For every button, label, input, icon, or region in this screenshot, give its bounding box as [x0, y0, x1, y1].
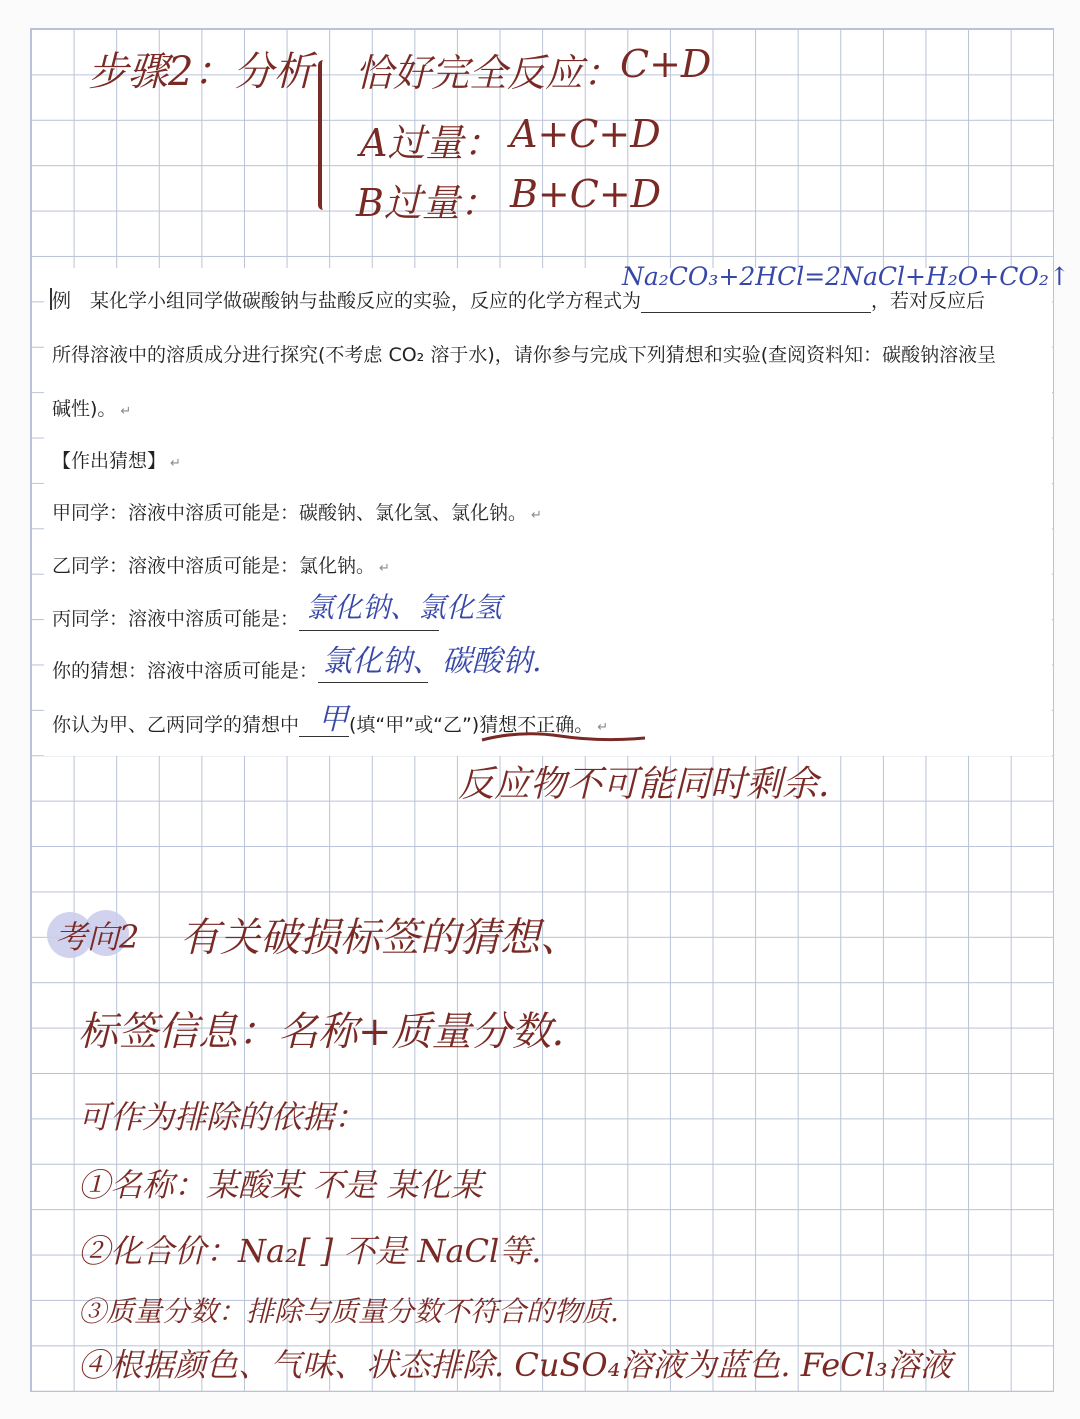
section-head-text: 【作出猜想】	[52, 450, 167, 472]
guess-yours-prefix: 你的猜想：溶液中溶质可能是：	[52, 660, 319, 682]
paragraph-mark: ↵	[531, 508, 542, 523]
basis-item-1: ①名称：某酸某 不是 某化某	[78, 1166, 483, 1204]
exam-point-title: 有关破损标签的猜想、	[180, 915, 580, 961]
case-a-excess-value: A+C+D	[510, 112, 661, 156]
exam-point-label: 考向2	[55, 918, 140, 956]
bing-answer: 氯化钠、氯化氢	[306, 591, 503, 624]
question-prefix: 你认为甲、乙两同学的猜想中	[52, 714, 300, 736]
step-label: 步骤2：分析	[88, 49, 314, 95]
printed-exercise	[44, 268, 1052, 756]
basis-item-3: ③质量分数：排除与质量分数不符合的物质.	[78, 1295, 619, 1328]
problem-line-3	[52, 394, 131, 421]
basis-heading: 可作为排除的依据：	[78, 1098, 367, 1136]
paragraph-mark: ↵	[597, 720, 609, 735]
curly-brace	[318, 60, 328, 210]
case-a-excess-label: A过量：	[360, 121, 502, 165]
guess-jia-text: 甲同学：溶液中溶质可能是：碳酸钠、氯化氢、氯化钠。	[52, 502, 528, 524]
label-info: 标签信息：名称+质量分数.	[78, 1009, 565, 1055]
case-b-excess-value: B+C+D	[510, 172, 662, 216]
guess-bing-prefix: 丙同学：溶液中溶质可能是：	[52, 608, 300, 630]
question-suffix: (填“甲”或“乙”)猜想不正确。	[349, 714, 594, 736]
paragraph-mark: ↵	[120, 404, 132, 419]
guess-yi	[52, 551, 390, 578]
paragraph-mark: ↵	[170, 456, 181, 471]
jia-answer: 甲	[318, 702, 348, 737]
case-exact-value: C+D	[620, 42, 712, 86]
underline-squiggle	[480, 728, 650, 748]
paragraph-mark: ↵	[379, 561, 390, 576]
guess-jia	[52, 498, 542, 525]
problem-line-1-prefix: 例 某化学小组同学做碳酸钠与盐酸反应的实验，反应的化学方程式为	[52, 290, 642, 312]
problem-line-1-suffix: ，若对反应后	[871, 290, 986, 312]
your-answer: 氯化钠、碳酸钠.	[322, 644, 542, 679]
problem-line-2: 所得溶液中的溶质成分进行探究(不考虑 CO₂ 溶于水)，请你参与完成下列猜想和实验(查阅资料知：碳酸钠溶液呈	[52, 344, 997, 366]
reactant-note: 反应物不可能同时剩余.	[458, 764, 830, 805]
equation-blank	[641, 290, 871, 313]
basis-item-4: ④根据颜色、气味、状态排除. CuSO₄溶液为蓝色. FeCl₃溶液	[78, 1346, 952, 1384]
guess-yi-text: 乙同学：溶液中溶质可能是：氯化钠。	[52, 555, 376, 577]
problem-line-3-text: 碱性)。	[52, 398, 117, 420]
equation-answer: Na₂CO₃+2HCl=2NaCl+H₂O+CO₂↑	[622, 262, 1070, 291]
section-head	[52, 446, 181, 473]
case-exact-label: 恰好完全反应：	[355, 51, 622, 95]
case-b-excess-label: B过量：	[356, 181, 498, 225]
basis-item-2: ②化合价：Na₂[ ] 不是 NaCl等.	[78, 1232, 542, 1270]
